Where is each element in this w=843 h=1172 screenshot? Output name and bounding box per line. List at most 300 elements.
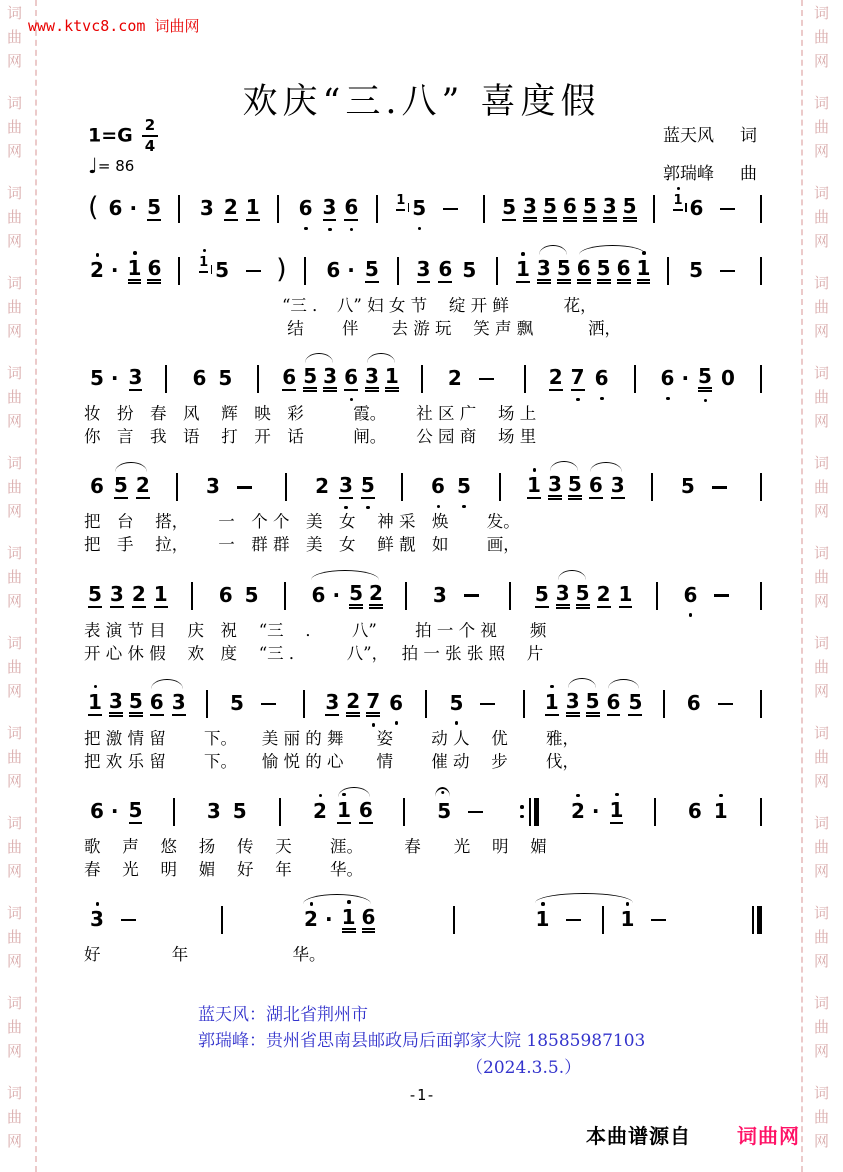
lyrics-row: 表 演 节 目 庆 祝 “三 ． 八” 拍 一 个 视 频 [84, 620, 547, 640]
lyricist-address: 蓝天风：湖北省荆州市 [198, 1005, 368, 1025]
watermark-char: 词 [814, 994, 830, 1012]
note [583, 196, 597, 222]
barline [653, 195, 655, 223]
note-digit: 2 [135, 473, 150, 498]
note-digit: 5 [88, 581, 102, 606]
note-digit: 5 [437, 798, 452, 823]
note [90, 368, 119, 390]
note-digit: 2 [369, 583, 383, 609]
note-digit: 1 [535, 907, 550, 932]
score-system-8 [84, 897, 762, 966]
slur-group [530, 906, 641, 934]
note-digit: 3 [323, 366, 337, 392]
lyricist-credit [663, 121, 757, 146]
barline [401, 473, 403, 501]
note [595, 368, 609, 390]
note [412, 198, 426, 220]
watermark-char: 曲 [7, 1108, 23, 1126]
barline [165, 365, 167, 393]
watermark-char: 词 [7, 184, 23, 202]
note-digit: 2 [548, 365, 563, 390]
note-digit: 5 [502, 195, 517, 219]
note-digit: 3 [199, 196, 214, 220]
note-digit: 6 [683, 582, 698, 607]
watermark-char: 网 [7, 412, 23, 430]
bar-line [421, 365, 423, 393]
note-digit: 1 [515, 257, 530, 281]
composer-name: 郭瑞峰 [663, 164, 714, 184]
bar-line [483, 195, 485, 223]
barline [285, 473, 287, 501]
note [206, 476, 220, 498]
note-digit: 3 [432, 582, 447, 607]
note-digit: 6 [577, 258, 591, 284]
note-digit: 5 [364, 257, 379, 281]
note-digit: 3 [338, 473, 353, 498]
song-title: 欢庆“三.八” 喜度假 [242, 82, 601, 122]
bar-line [173, 798, 175, 826]
watermark-char: 网 [814, 322, 830, 340]
note-digit: 6 [90, 474, 104, 499]
note [611, 475, 625, 499]
grace-hook [408, 203, 410, 212]
bar-line [529, 798, 531, 826]
notes-row [84, 356, 762, 402]
note [304, 909, 333, 931]
note-digit: 2 [346, 691, 360, 717]
site-link[interactable] [28, 15, 199, 36]
watermark-char: 网 [7, 142, 23, 160]
note-digit: 1 [336, 797, 351, 822]
note-digit: 6 [617, 258, 631, 284]
note-digit: 6 [686, 690, 701, 715]
slur-arc [608, 679, 640, 689]
barline [303, 690, 305, 718]
note-digit: 5 [576, 583, 590, 609]
watermark-char: 网 [7, 502, 23, 520]
slur-arc [535, 893, 634, 903]
watermark-char: 网 [814, 952, 830, 970]
watermark-group [814, 456, 829, 519]
note-digit: 3 [325, 689, 340, 714]
watermark-char: 词 [7, 274, 23, 292]
barline [376, 195, 378, 223]
note [623, 196, 637, 222]
grace-note [673, 194, 682, 211]
score-system-7 [84, 789, 762, 881]
lyrics-row: 你 言 我 语 打 开 话 闸。 公 园 商 场 里 [84, 427, 537, 447]
note-digit: 3 [416, 257, 431, 281]
bar-line [651, 473, 653, 501]
note-digit: 6 [90, 798, 104, 823]
note [571, 367, 585, 391]
note-digit: 5 [412, 196, 427, 220]
note-digit: 5 [360, 473, 375, 498]
bar-line [654, 798, 656, 826]
notes-row [84, 186, 762, 232]
note [462, 260, 476, 282]
note-digit: 6 [689, 196, 704, 220]
bar-line [760, 473, 762, 501]
note [339, 475, 353, 499]
note-digit: 5 [129, 691, 143, 717]
octave-dot-above [96, 902, 100, 906]
bar-line [760, 798, 762, 826]
note [585, 688, 600, 717]
octave-dot-above [96, 253, 100, 257]
bar-line [523, 690, 525, 718]
bar-line [656, 582, 658, 610]
score-system-5 [84, 573, 762, 665]
note-digit: 1 [88, 689, 102, 714]
bar-line [257, 365, 259, 393]
note [365, 259, 379, 283]
right-dashed-line [801, 0, 803, 1172]
note-digit: 5 [586, 691, 600, 717]
note-digit: 3 [566, 691, 580, 717]
bar-line [760, 690, 762, 718]
barline [405, 582, 407, 610]
note [618, 581, 633, 608]
lyrics-row: 把 激 情 留 下。 美 丽 的 舞 姿 动 人 优 雅， [84, 728, 579, 748]
site-url[interactable]: www.ktvc8.com [28, 17, 146, 35]
note [536, 909, 550, 931]
note-digit: 1 [620, 907, 635, 932]
note [108, 688, 123, 717]
note-digit: 6 [438, 257, 453, 281]
note [323, 197, 337, 221]
barline [651, 473, 653, 501]
note [344, 367, 358, 391]
watermark-group [814, 726, 829, 789]
octave-dot-above [319, 794, 323, 798]
octave-dot-below [576, 398, 580, 402]
bar-line [176, 473, 178, 501]
barline [277, 195, 279, 223]
octave-dot-above [533, 468, 537, 472]
note [606, 689, 621, 716]
repeat-dots [520, 805, 524, 818]
note-digit: 5 [128, 797, 143, 822]
octave-dot-above [576, 794, 580, 798]
watermark-char: 曲 [814, 388, 830, 406]
note [361, 475, 375, 499]
octave-dot-above [133, 251, 137, 255]
watermark-char: 词 [814, 184, 830, 202]
octave-dot-below [455, 721, 459, 725]
slur-group [300, 366, 340, 392]
dash-note [480, 703, 495, 706]
note [557, 258, 571, 284]
dash-note [479, 378, 494, 381]
watermark-char: 词 [814, 634, 830, 652]
bar-line [191, 582, 193, 610]
watermark-char: 网 [7, 52, 23, 70]
note [589, 475, 603, 499]
open-paren: ( [88, 191, 99, 223]
watermark-char: 词 [7, 94, 23, 112]
note [362, 907, 376, 933]
note-digit: 2 [131, 581, 146, 606]
augmentation-dot: · [332, 582, 341, 607]
score-system-2 [84, 248, 762, 340]
watermark-char: 曲 [814, 838, 830, 856]
watermark-char: 词 [7, 454, 23, 472]
slur-group [333, 797, 377, 824]
watermark-char: 网 [814, 412, 830, 430]
time-signature: $\frac{2}{4}$ [142, 118, 158, 154]
slur-arc [311, 570, 379, 580]
dash-note [714, 594, 729, 597]
note [565, 688, 580, 717]
note [570, 798, 600, 823]
note-digit: 3 [206, 798, 221, 823]
watermark-char: 词 [814, 814, 830, 832]
note-digit: 5 [147, 195, 161, 219]
barline [654, 798, 656, 826]
note [149, 689, 164, 716]
watermark-char: 曲 [814, 118, 830, 136]
note [577, 258, 591, 284]
watermark-char: 词 [814, 4, 830, 22]
watermark-group [7, 186, 22, 249]
page-number: -1- [407, 1086, 436, 1104]
slur-group [563, 688, 603, 717]
watermark-char: 词 [814, 904, 830, 922]
octave-dot-below [344, 506, 348, 510]
note-digit: 6 [588, 473, 603, 498]
lyricist-name: 蓝天风 [663, 126, 714, 146]
note [128, 688, 143, 717]
note [523, 196, 537, 222]
bar-line [304, 257, 306, 285]
watermark-char: 词 [7, 4, 23, 22]
note [215, 260, 229, 282]
slur-arc [568, 678, 596, 688]
watermark-char: 曲 [814, 298, 830, 316]
bar-line [634, 365, 636, 393]
note [230, 690, 244, 715]
watermark-group [814, 636, 829, 699]
slur-arc [151, 679, 183, 689]
note [368, 580, 383, 609]
watermark-char: 曲 [7, 838, 23, 856]
watermark-char: 词 [814, 454, 830, 472]
note-digit: 2 [313, 798, 327, 823]
lyrics-row: 结 伴 去 游 玩 笑 声 飘 洒， [84, 319, 621, 339]
note-digit: 3 [610, 473, 625, 498]
lyrics-row: 把 欢 乐 留 下。 愉 悦 的 心 情 催 动 步 伐， [84, 751, 579, 771]
watermark-char: 词 [7, 724, 23, 742]
octave-dot-below [350, 398, 354, 402]
final-barline [752, 906, 762, 934]
note-digit: 2 [315, 474, 329, 499]
key-signature [88, 118, 158, 154]
watermark-char: 网 [7, 1042, 23, 1060]
lyrics-row: 好 年 华。 [84, 945, 326, 965]
note-digit: 6 [660, 366, 675, 391]
site-name[interactable]: 词曲网 [154, 17, 200, 35]
octave-dot-below [304, 227, 308, 231]
note [683, 582, 698, 607]
note [543, 196, 557, 222]
note-digit: 3 [109, 581, 124, 606]
watermark-group [7, 996, 22, 1059]
slur-arc [550, 461, 578, 471]
note-digit: 6 [147, 258, 161, 284]
score-system-6 [84, 681, 762, 773]
repeat-end-barline [520, 798, 539, 826]
note-digit: 1 [609, 797, 624, 822]
bar-line [509, 582, 511, 610]
note [311, 582, 341, 607]
lyrics-row: 开 心 休 假 欢 度 “三 ． 八”， 拍 一 张 张 照 片 [84, 643, 544, 663]
note-digit: 5 [680, 474, 695, 499]
right-decorative-border [797, 0, 843, 1172]
score [84, 186, 762, 982]
note [109, 581, 124, 608]
bar-line-thick [757, 906, 762, 934]
bar-line [496, 257, 498, 285]
bar-line [401, 473, 403, 501]
note [527, 475, 541, 499]
barline [206, 690, 208, 718]
slur-group [362, 366, 402, 392]
left-border-watermark [7, 6, 22, 1172]
note [431, 476, 445, 498]
augmentation-dot: · [110, 798, 119, 823]
notes-row [84, 897, 762, 943]
watermark-group [7, 726, 22, 789]
bar-line [376, 195, 378, 223]
note [713, 798, 728, 823]
note-digit: 5 [230, 690, 244, 715]
note-digit: 1 [713, 798, 728, 823]
note-digit: 3 [537, 258, 551, 284]
bar-line [425, 690, 427, 718]
watermark-char: 曲 [814, 1108, 830, 1126]
left-decorative-border [0, 0, 42, 1172]
note [537, 258, 551, 284]
watermark-group [814, 366, 829, 429]
note [686, 690, 701, 715]
note-digit: 6 [108, 196, 123, 220]
bar-line [284, 582, 286, 610]
watermark-char: 词 [7, 544, 23, 562]
note-digit: 3 [523, 196, 537, 222]
note-digit: 5 [218, 366, 233, 391]
watermark-char: 词 [814, 274, 830, 292]
bar-line [405, 582, 407, 610]
right-border-watermark [814, 6, 829, 1172]
bar-line [653, 195, 655, 223]
note [224, 197, 238, 221]
source-site-link[interactable]: 词曲网 [737, 1124, 800, 1148]
note-digit: 1 [385, 366, 399, 392]
note-digit: 5 [543, 196, 557, 222]
barline [760, 257, 762, 285]
barline [421, 365, 423, 393]
grace-hook [211, 265, 213, 274]
note [617, 258, 631, 284]
note [128, 797, 143, 824]
note-digit: 2 [223, 195, 238, 219]
watermark-char: 曲 [7, 388, 23, 406]
dash-note [246, 270, 261, 273]
augmentation-dot: · [681, 366, 690, 391]
slur-arc [539, 245, 567, 255]
watermark-char: 曲 [814, 478, 830, 496]
note-digit: 1 [245, 195, 260, 219]
note [90, 909, 104, 931]
barline [760, 195, 762, 223]
dash-note [468, 811, 483, 814]
note [128, 258, 142, 284]
note [417, 259, 431, 283]
barline [425, 690, 427, 718]
contact-info [198, 1002, 645, 1081]
note [690, 198, 704, 220]
note-digit: 3 [365, 366, 379, 392]
left-dashed-line [35, 0, 37, 1172]
note-digit: 3 [322, 195, 337, 219]
watermark-char: 网 [814, 52, 830, 70]
octave-dot-below [418, 227, 422, 231]
watermark-char: 网 [7, 682, 23, 700]
notes-row [84, 248, 762, 294]
barline [191, 582, 193, 610]
note [563, 196, 577, 222]
watermark-char: 曲 [814, 928, 830, 946]
note-digit: 6 [563, 196, 577, 222]
notes-row [84, 464, 762, 510]
watermark-char: 网 [814, 592, 830, 610]
note [346, 688, 361, 717]
note-digit: 6 [606, 689, 621, 714]
note-digit: 5 [244, 582, 259, 607]
octave-dot-above [615, 793, 619, 797]
fermata-icon [435, 787, 450, 797]
watermark-group [814, 816, 829, 879]
watermark-char: 曲 [814, 1018, 830, 1036]
watermark-char: 网 [814, 502, 830, 520]
barline [453, 906, 455, 934]
watermark-char: 词 [7, 904, 23, 922]
notes-row [84, 789, 762, 835]
note [90, 798, 119, 823]
barline [304, 257, 306, 285]
note [192, 368, 206, 390]
dash-note [712, 486, 727, 489]
augmentation-dot: · [591, 798, 600, 823]
note-digit: 5 [623, 196, 637, 222]
score-system-4 [84, 464, 762, 556]
note [549, 367, 563, 391]
note-digit: 0 [720, 366, 735, 391]
note-digit: 5 [349, 583, 363, 609]
barline [667, 257, 669, 285]
note [313, 798, 327, 823]
note [88, 581, 102, 608]
note [88, 689, 102, 716]
watermark-char: 网 [7, 1132, 23, 1150]
watermark-char: 网 [7, 232, 23, 250]
bar-line [667, 257, 669, 285]
note-digit: 5 [534, 581, 549, 606]
bar-line [760, 257, 762, 285]
barline [257, 365, 259, 393]
watermark-char: 网 [814, 1132, 830, 1150]
